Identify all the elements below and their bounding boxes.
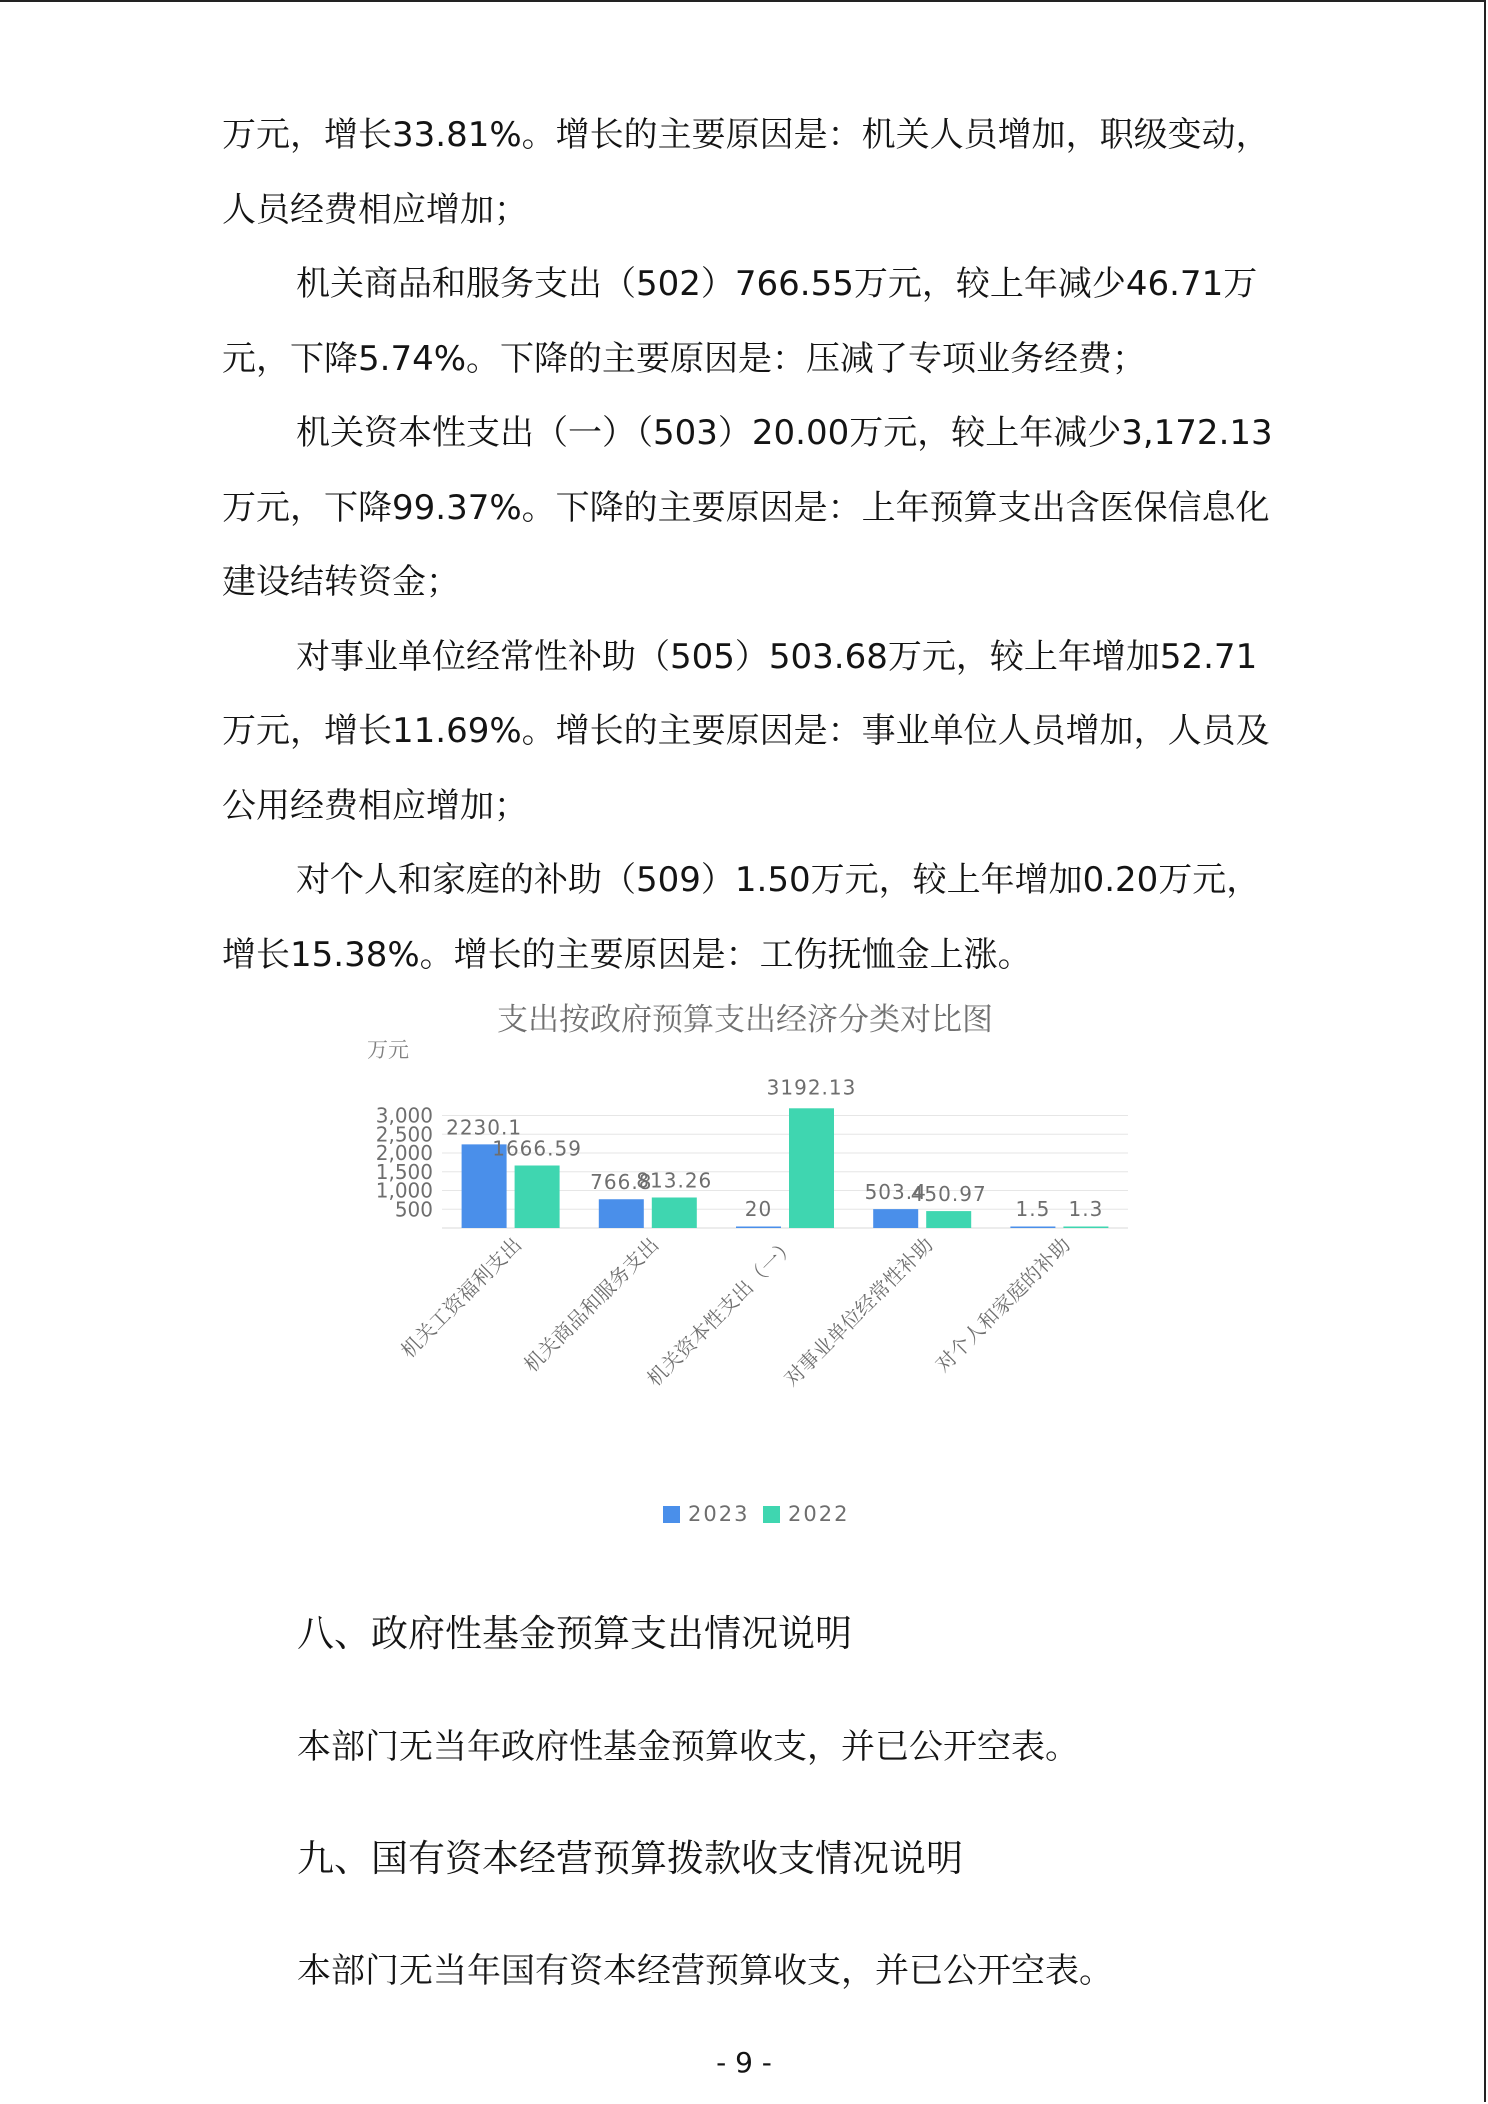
bar-value-label: 3192.13	[766, 1075, 857, 1100]
bar-2022	[926, 1211, 971, 1228]
legend-label: 2023	[688, 1502, 750, 1526]
chart-legend	[663, 1502, 849, 1526]
bar-value-label: 1.3	[1068, 1197, 1104, 1221]
section-body-8: 本部门无当年政府性基金预算收支，并已公开空表。	[297, 1727, 1079, 1767]
y-axis-ticks	[376, 1104, 433, 1222]
chart-unit-label: 万元	[367, 1038, 409, 1062]
section-heading-9: 九、国有资本经营预算拨款收支情况说明	[297, 1837, 963, 1880]
bar-2023	[599, 1199, 644, 1228]
y-tick-label: 500	[394, 1197, 433, 1222]
paragraph-5: 对个人和家庭的补助（509）1.50万元，较上年增加0.20万元，增长15.38%。增长的主要原因是：工伤抚恤金上涨。	[222, 860, 1261, 975]
paragraph-1: 万元，增长33.81%。增长的主要原因是：机关人员增加，职级变动，人员经费相应增加；	[222, 115, 1270, 230]
y-tick-label: 2,500	[375, 1122, 433, 1147]
bar-2022	[1063, 1227, 1108, 1229]
legend-swatch-2022	[763, 1506, 780, 1523]
bar-value-label: 20	[744, 1197, 773, 1221]
category-labels	[396, 1233, 1075, 1391]
bar-value-label: 2230.1	[446, 1115, 523, 1140]
y-tick-label: 2,000	[375, 1141, 433, 1165]
section-heading-8: 八、政府性基金预算支出情况说明	[297, 1612, 852, 1655]
bar-2023	[873, 1209, 918, 1228]
bar-value-label: 503.4	[864, 1180, 927, 1205]
expenditure-chart	[330, 990, 1160, 1560]
section-body-9: 本部门无当年国有资本经营预算收支，并已公开空表。	[297, 1951, 1113, 1991]
bar-value-label: 766.8	[590, 1170, 653, 1195]
y-tick-label: 1,000	[375, 1178, 433, 1203]
chart-bars	[462, 1108, 1109, 1228]
category-label: 对事业单位经常性补助	[779, 1232, 938, 1391]
legend-label: 2022	[788, 1502, 850, 1526]
bar-value-label: 1666.59	[492, 1136, 582, 1161]
paragraph-4: 对事业单位经常性补助（505）503.68万元，较上年增加52.71万元，增长11.69%。增长的主要原因是：事业单位人员增加，人员及公用经费相应增加；	[222, 636, 1270, 826]
bar-2023	[736, 1227, 781, 1229]
legend-swatch-2023	[663, 1506, 680, 1523]
category-label: 机关商品和服务支出	[519, 1232, 664, 1377]
bar-value-label: 450.97	[910, 1182, 987, 1207]
bar-2022	[652, 1198, 697, 1228]
paragraph-2: 机关商品和服务支出（502）766.55万元，较上年减少46.71万元，下降5.74%。下降的主要原因是：压减了专项业务经费；	[222, 264, 1258, 379]
paragraph-3: 机关资本性支出（一）（503）20.00万元，较上年减少3,172.13万元，下降99.37%。下降的主要原因是：上年预算支出含医保信息化建设结转资金；	[222, 413, 1273, 602]
chart-canvas	[330, 990, 1160, 1560]
y-tick-label: 1,500	[375, 1159, 433, 1184]
category-label: 机关工资福利支出	[396, 1232, 527, 1363]
bar-2023	[1010, 1227, 1055, 1229]
category-label: 机关资本性支出（一）	[642, 1232, 801, 1391]
category-label: 对个人和家庭的补助	[930, 1232, 1075, 1377]
page-number: - 9 -	[716, 2046, 772, 2079]
bar-value-label: 1.5	[1015, 1197, 1051, 1221]
body-text	[222, 98, 1288, 992]
bar-2022	[789, 1108, 834, 1228]
bar-2022	[515, 1166, 560, 1228]
bar-value-label: 813.26	[636, 1168, 713, 1193]
chart-title: 支出按政府预算支出经济分类对比图	[497, 1002, 993, 1038]
y-tick-label: 3,000	[375, 1103, 433, 1128]
